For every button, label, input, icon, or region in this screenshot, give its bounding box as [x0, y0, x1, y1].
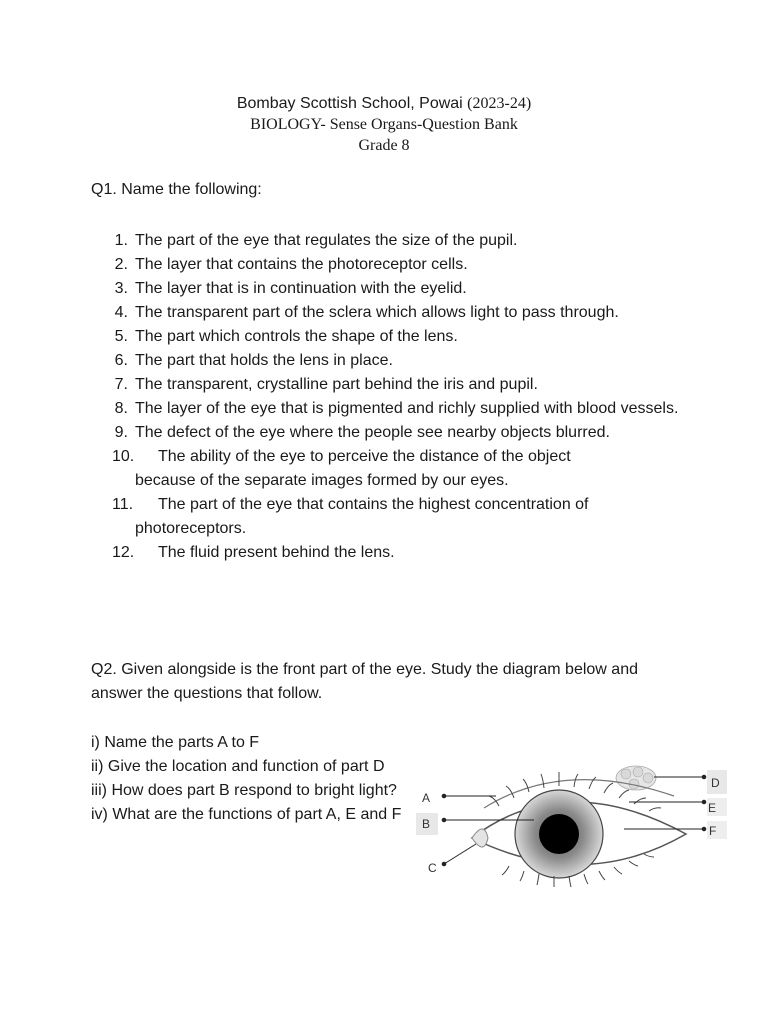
item-text: The part of the eye that contains the highest concentration of: [158, 496, 589, 513]
item-text-continued: because of the separate images formed by our eyes.: [135, 472, 509, 489]
document-header: [0, 93, 768, 156]
item-text: The layer that is in continuation with the eyelid.: [135, 280, 467, 297]
item-text: The defect of the eye where the people see nearby objects blurred.: [135, 424, 610, 441]
list-item: [91, 493, 691, 541]
subject-title: BIOLOGY- Sense Organs-Question Bank: [250, 116, 518, 133]
list-item: [91, 253, 691, 277]
q2-question: iii) How does part B respond to bright light?: [91, 782, 397, 799]
item-number: 4.: [114, 304, 128, 321]
item-number: 12.: [112, 544, 135, 561]
item-number: 7.: [114, 376, 128, 393]
lacrimal-gland-shape: [616, 766, 656, 790]
item-text: The fluid present behind the lens.: [158, 544, 395, 561]
q2-intro: Q2. Given alongside is the front part of the eye. Study the diagram below and answer the questions that follow.: [91, 661, 638, 702]
item-number: 6.: [114, 352, 128, 369]
label-c: C: [428, 861, 437, 875]
academic-year: (2023-24): [467, 95, 532, 112]
school-name: Bombay Scottish School, Powai: [236, 95, 463, 112]
q1-list: [91, 229, 691, 565]
list-item: [91, 349, 691, 373]
q2-question: i) Name the parts A to F: [91, 734, 260, 751]
list-item: [91, 397, 691, 421]
item-text: The transparent part of the sclera which allows light to pass through.: [135, 304, 619, 321]
item-text: The transparent, crystalline part behind the iris and pupil.: [135, 376, 538, 393]
list-item: [91, 229, 691, 253]
q1-title: Q1. Name the following:: [91, 181, 262, 198]
item-text: The layer of the eye that is pigmented and richly supplied with blood vessels.: [135, 400, 679, 417]
list-item: [91, 277, 691, 301]
item-text-continued: photoreceptors.: [135, 520, 247, 537]
list-item: [91, 541, 691, 565]
q2-question: ii) Give the location and function of part D: [91, 758, 385, 775]
pupil-shape: [539, 814, 579, 854]
list-item: [91, 373, 691, 397]
item-number: 5.: [114, 328, 128, 345]
list-item: [91, 421, 691, 445]
q2-questions: [91, 731, 406, 827]
label-e: E: [708, 801, 717, 815]
caruncle-shape: [472, 829, 488, 847]
item-number: 1.: [114, 232, 128, 249]
q2-question: iv) What are the functions of part A, E and F: [91, 806, 402, 823]
school-line: [0, 93, 768, 114]
item-text: The part of the eye that regulates the size of the pupil.: [135, 232, 518, 249]
item-text: The part that holds the lens in place.: [135, 352, 393, 369]
item-number: 10.: [112, 448, 135, 465]
item-text: The ability of the eye to perceive the distance of the object: [158, 448, 571, 465]
item-number: 11.: [112, 496, 134, 513]
label-f: F: [709, 824, 717, 838]
grade-label: Grade 8: [358, 137, 410, 154]
list-item: [91, 445, 691, 493]
item-text: The layer that contains the photoreceptor cells.: [135, 256, 468, 273]
item-number: 2.: [114, 256, 128, 273]
label-b: B: [422, 817, 431, 831]
label-a: A: [422, 791, 431, 805]
item-number: 3.: [114, 280, 128, 297]
eye-diagram: [414, 758, 734, 898]
label-d: D: [711, 776, 720, 790]
item-number: 9.: [114, 424, 128, 441]
item-text: The part which controls the shape of the lens.: [135, 328, 458, 345]
item-number: 8.: [114, 400, 128, 417]
list-item: [91, 301, 691, 325]
list-item: [91, 325, 691, 349]
